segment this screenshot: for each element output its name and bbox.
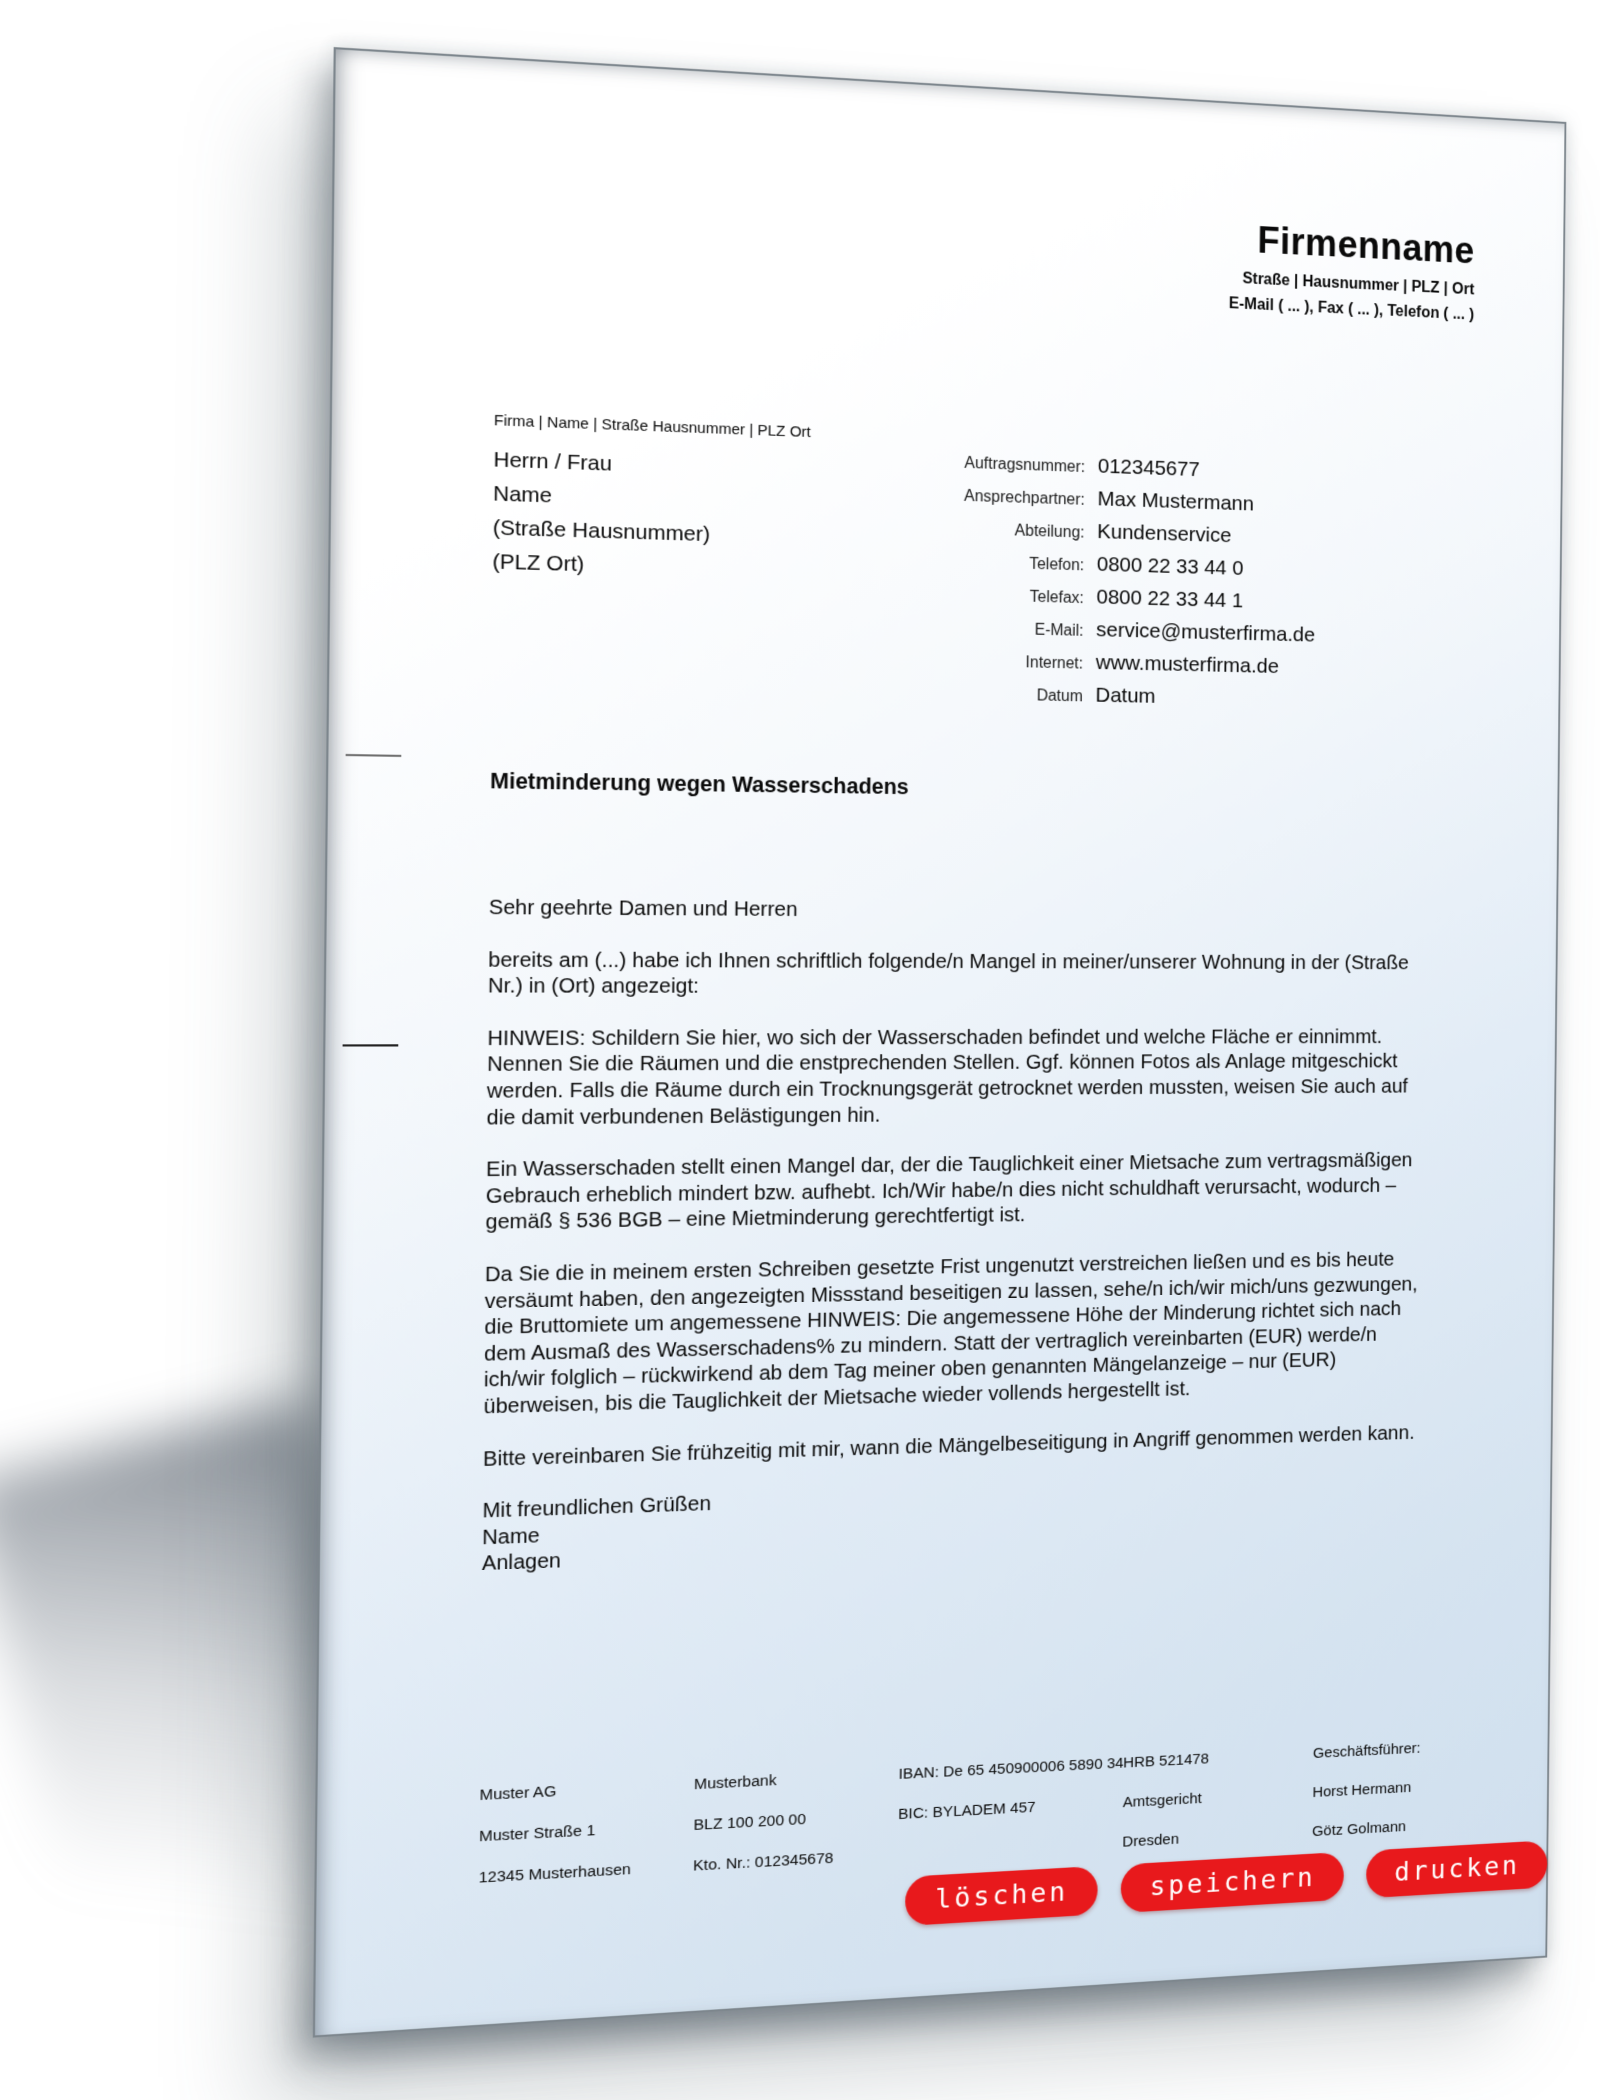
footer-line: Muster AG	[479, 1782, 557, 1805]
company-name: Firmenname	[1257, 220, 1475, 273]
footer-line: BLZ 100 200 00	[693, 1810, 807, 1834]
print-button[interactable]: drucken	[1366, 1840, 1547, 1898]
info-value: Max Mustermann	[1097, 487, 1255, 516]
info-label: Telefon:	[1029, 555, 1085, 575]
info-value: Kundenservice	[1097, 520, 1232, 548]
info-value: Datum	[1095, 683, 1156, 708]
fold-mark-top	[346, 754, 402, 757]
info-label: Abteilung:	[1014, 522, 1085, 542]
recipient-line: Name	[493, 481, 553, 508]
info-value: 0800 22 33 44 1	[1096, 585, 1244, 613]
footer-column-company	[478, 1768, 632, 1899]
paragraph: Bitte vereinbaren Sie frühzeitig mit mir, wann die Mängelbeseitigung in Angriff genommen werden kann.	[482, 1420, 1415, 1471]
letter-body	[482, 895, 1438, 1578]
letter-sheet	[313, 47, 1567, 2038]
save-button[interactable]: speichern	[1120, 1852, 1344, 1913]
footer-line: IBAN: De 65 450900006 5890 34	[898, 1754, 1124, 1783]
info-label: Telefax:	[1029, 588, 1084, 608]
delete-button[interactable]: löschen	[905, 1866, 1098, 1926]
fold-mark-middle	[343, 1044, 399, 1046]
footer-line: Dresden	[1122, 1830, 1180, 1851]
company-address-line: Straße | Hausnummer | PLZ | Ort	[1242, 270, 1475, 299]
info-value: service@musterfirma.de	[1096, 618, 1316, 647]
footer-column-iban	[898, 1744, 1124, 1835]
info-value: 0800 22 33 44 0	[1096, 552, 1244, 580]
info-label: Internet:	[1025, 654, 1084, 673]
paragraph: HINWEIS: Schildern Sie hier, wo sich der Wasserschaden befindet und welche Fläche er einnimmt. Nennen Sie die Räumen und die enstprechenden Stellen. Ggf. können Fotos als Anlage mitgeschickt werden. Falls die Räume durch ein Trocknungsgerät getrocknet werden mussten, weisen Sie auch auf die damit verbundenen Belästigungen hin.	[486, 1025, 1408, 1130]
info-label: Auftragsnummer:	[964, 454, 1086, 477]
footer-line: Amtsgericht	[1122, 1790, 1202, 1812]
footer-line: Horst Hermann	[1312, 1779, 1412, 1801]
sender-return-address-line: Firma | Name | Straße Hausnummer | PLZ Ort	[493, 411, 811, 442]
paragraph: bereits am (...) habe ich Ihnen schriftlich folgende/n Mangel in meiner/unserer Wohnung in der (Straße Nr.) in (Ort) angezeigt:	[487, 947, 1409, 998]
company-contact-line: E-Mail ( ... ), Fax ( ... ), Telefon ( ... )	[1228, 295, 1475, 324]
recipient-line: Herrn / Frau	[493, 447, 613, 476]
footer-column-register	[1122, 1740, 1209, 1863]
footer-column-management	[1312, 1729, 1421, 1851]
info-label: E-Mail:	[1034, 621, 1084, 640]
order-info-block	[819, 445, 1317, 721]
closing-line: Name	[482, 1523, 540, 1550]
recipient-line: (PLZ Ort)	[492, 550, 585, 577]
action-buttons	[905, 1840, 1547, 1926]
recipient-line: (Straße Hausnummer)	[492, 515, 711, 547]
info-label: Ansprechpartner:	[963, 487, 1085, 509]
footer-line: Kto. Nr.: 012345678	[693, 1849, 834, 1875]
greeting: Sehr geehrte Damen und Herren	[488, 895, 798, 922]
recipient-address-block	[492, 443, 711, 585]
footer-line: Götz Golmann	[1312, 1818, 1407, 1841]
footer-line: Geschäftsführer:	[1312, 1739, 1421, 1762]
footer-column-bank	[693, 1758, 835, 1887]
footer-line: HRB 521478	[1123, 1750, 1209, 1772]
footer-line: BIC: BYLADEM 457	[898, 1798, 1036, 1824]
info-label: Datum	[1036, 687, 1083, 706]
closing-block	[482, 1468, 1432, 1577]
closing-line: Mit freundlichen Grüßen	[482, 1491, 712, 1523]
closing-line: Anlagen	[481, 1549, 562, 1576]
paragraph: Da Sie die in meinem ersten Schreiben gesetzte Frist ungenutzt verstreichen ließen und es bis heute versäumt haben, den angezeigten Missstand beseitigen zu lassen, sehe/n ich/wir mich/uns gezwungen, die Bruttomiete um angemessene HINWEIS: Die angemessene Höhe der Minderung richtet sich nach dem Ausmaß des Wasserschadens% zu mindern. Statt der vertraglich vereinbarten (EUR) werde/n ich/wir folglich – rückwirkend ab dem Tag meiner oben genannten Mängelanzeige – nur (EUR) überweisen, bis die Tauglichkeit der Mietsache wieder vollends hergestellt ist.	[483, 1247, 1418, 1419]
footer-line: 12345 Musterhausen	[478, 1860, 631, 1887]
info-value: www.musterfirma.de	[1095, 651, 1280, 678]
footer-line: Muster Straße 1	[478, 1821, 596, 1846]
subject-line: Mietminderung wegen Wasserschadens	[490, 768, 909, 800]
paragraph: Ein Wasserschaden stellt einen Mangel dar, der die Tauglichkeit einer Mietsache zum vertragsmäßigen Gebrauch erheblich mindert bzw. aufhebt. Ich/Wir habe/n dies nicht schuldhaft verursacht, wodurch – gemäß § 536 BGB – eine Mietminderung gerechtfertigt ist.	[485, 1148, 1413, 1235]
letterhead	[1229, 218, 1475, 329]
footer-line: Musterbank	[693, 1771, 777, 1794]
info-value: 012345677	[1097, 454, 1200, 482]
